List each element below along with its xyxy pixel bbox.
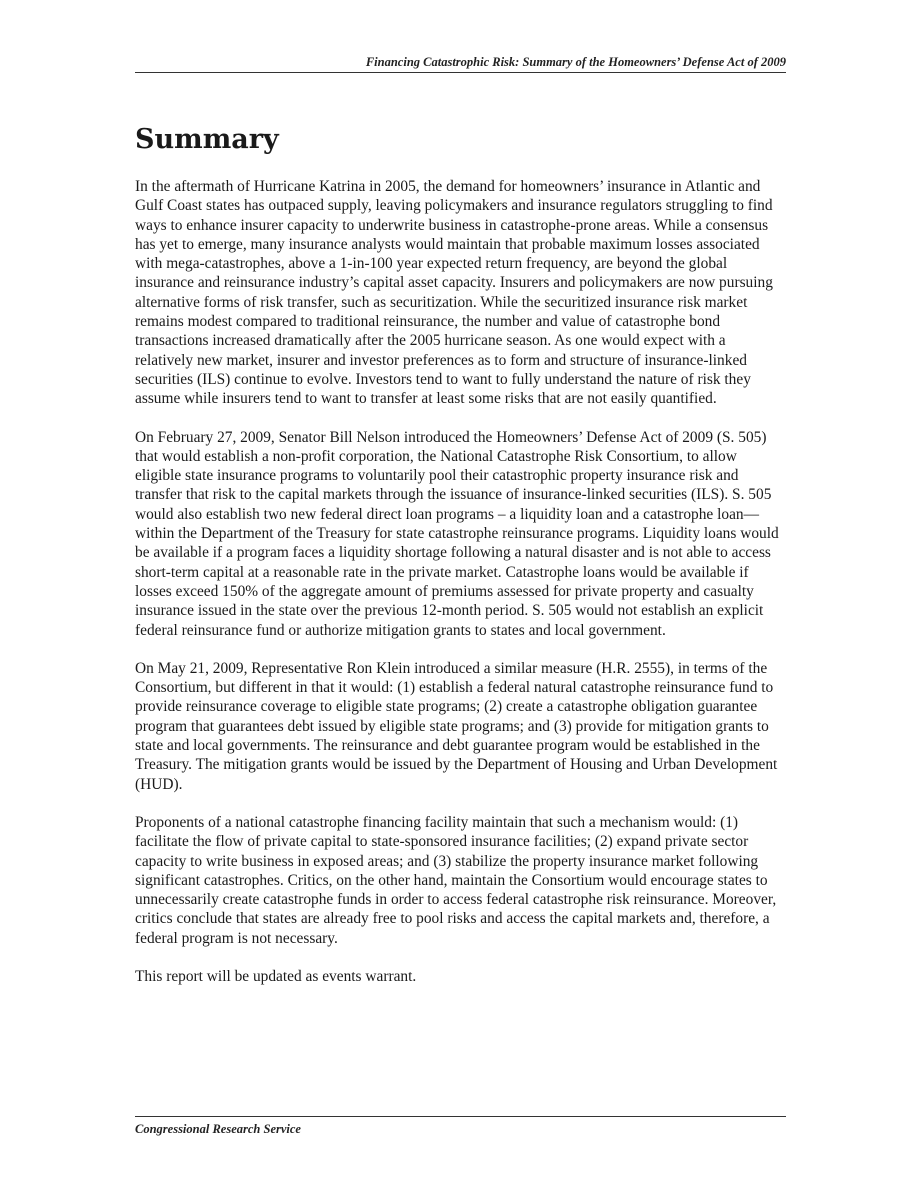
paragraph-update-note: This report will be updated as events warrant. [135, 967, 417, 985]
header-divider [135, 72, 786, 73]
paragraph-katrina-context: In the aftermath of Hurricane Katrina in 2005, the demand for homeowners’ insurance in Atlantic and Gulf Coast states has outpaced supply, leaving policymakers and insurance regulators struggling to find ways to enhance insurer capacity to underwrite business in catastrophe-prone areas. While a consensus has yet to emerge, many insurance analysts would maintain that probable maximum losses associated with mega-catastrophes, above a 1-in-100 year expected return frequency, are beyond the global insurance and reinsurance industry’s capital asset capacity. Insurers and policymakers are now pursuing alternative forms of risk transfer, such as securitization. While the securitized insurance risk market remains modest compared to traditional reinsurance, the number and value of catastrophe bond transactions increased dramatically after the 2005 hurricane season. As one would expect with a relatively new market, insurer and investor preferences as to form and structure of insurance-linked securities (ILS) continue to evolve. Investors tend to want to fully understand the nature of risk they assume while insurers tend to want to transfer at least some risks that are not easily quantified. [135, 178, 773, 408]
running-header: Financing Catastrophic Risk: Summary of the Homeowners’ Defense Act of 2009 [365, 55, 786, 69]
summary-body [135, 177, 786, 1005]
running-footer: Congressional Research Service [135, 1122, 301, 1136]
page-title: Summary [135, 124, 279, 155]
footer-divider [135, 1116, 786, 1117]
paragraph-house-bill: On May 21, 2009, Representative Ron Klein introduced a similar measure (H.R. 2555), in terms of the Consortium, but different in that it would: (1) establish a federal natural catastrophe reinsurance fund to provide reinsurance coverage to eligible state programs; (2) create a catastrophe obligation guarantee program that guarantees debt issued by eligible state programs; and (3) provide for mitigation grants to state and local governments. The reinsurance and debt guarantee program would be established in the Treasury. The mitigation grants would be issued by the Department of Housing and Urban Development (HUD). [135, 659, 778, 793]
paragraph-senate-bill: On February 27, 2009, Senator Bill Nelson introduced the Homeowners’ Defense Act of 2009 (S. 505) that would establish a non-profit corporation, the National Catastrophe Risk Consortium, to allow eligible state insurance programs to voluntarily pool their catastrophic property insurance risk and transfer that risk to the capital markets through the issuance of insurance-linked securities (ILS). S. 505 would also establish two new federal direct loan programs – a liquidity loan and a catastrophe loan—within the Department of the Treasury for state catastrophe reinsurance programs. Liquidity loans would be available if a program faces a liquidity shortage following a natural disaster and is not able to access short-term capital at a reasonable rate in the private market. Catastrophe loans would be available if losses exceed 150% of the aggregate amount of premiums assessed for private property and casualty insurance issued in the state over the previous 12-month period. S. 505 would not establish an explicit federal reinsurance fund or authorize mitigation grants to states and local government. [135, 428, 779, 639]
paragraph-proponents-critics: Proponents of a national catastrophe financing facility maintain that such a mechanism would: (1) facilitate the flow of private capital to state-sponsored insurance facilities; (2) expand private sector capacity to write business in exposed areas; and (3) stabilize the property insurance market following significant catastrophes. Critics, on the other hand, maintain the Consortium would encourage states to unnecessarily create catastrophe funds in order to access federal catastrophe risk reinsurance. Moreover, critics conclude that states are already free to pool risks and access the capital markets and, therefore, a federal program is not necessary. [135, 813, 777, 947]
